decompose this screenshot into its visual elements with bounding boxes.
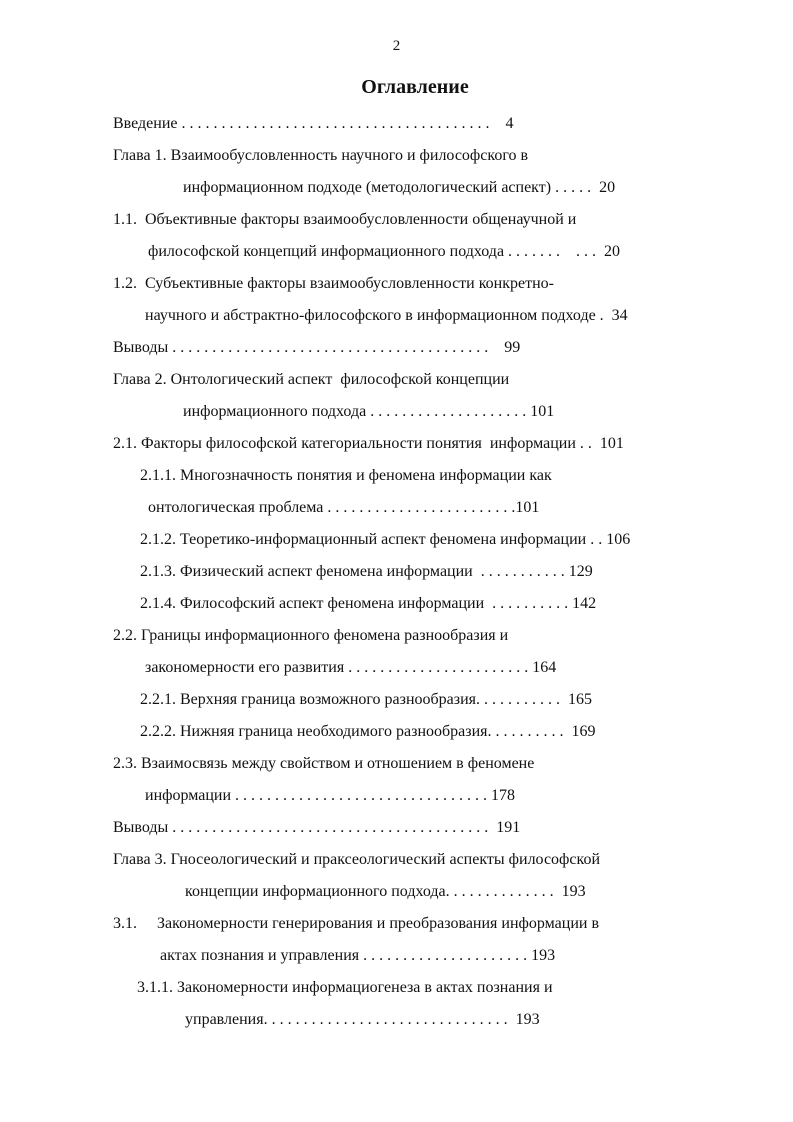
toc-line: 2.1.1. Многозначность понятия и феномена информации как — [140, 467, 552, 484]
toc-line: 2.1.4. Философский аспект феномена информации . . . . . . . . . . 142 — [140, 595, 597, 612]
toc-line: управления. . . . . . . . . . . . . . . . . . . . . . . . . . . . . . . 193 — [185, 1011, 540, 1028]
toc-line: 2.2.1. Верхняя граница возможного разнообразия. . . . . . . . . . . 165 — [140, 691, 593, 708]
toc-line: 3.1. Закономерности генерирования и преобразования информации в — [113, 915, 600, 932]
toc-line: 2.1. Факторы философской категориальности понятия информации . . 101 — [113, 435, 624, 452]
toc-line: информационного подхода . . . . . . . . . . . . . . . . . . . . 101 — [183, 403, 555, 420]
toc-line: Выводы . . . . . . . . . . . . . . . . . . . . . . . . . . . . . . . . . . . . . . . . 99 — [113, 339, 521, 356]
page-title: Оглавление — [361, 76, 469, 98]
toc-line: 1.1. Объективные факторы взаимообусловленности общенаучной и — [113, 211, 577, 228]
toc-line: 3.1.1. Закономерности информациогенеза в актах познания и — [137, 979, 553, 996]
page-number: 2 — [392, 38, 401, 54]
toc-line: 2.2.2. Нижняя граница необходимого разнообразия. . . . . . . . . . 169 — [140, 723, 596, 740]
toc-line: 1.2. Субъективные факторы взаимообусловленности конкретно- — [113, 275, 554, 292]
toc-line: закономерности его развития . . . . . . . . . . . . . . . . . . . . . . . 164 — [145, 659, 557, 676]
toc-line: Глава 3. Гносеологический и праксеологический аспекты философской — [113, 851, 601, 868]
toc-line: информации . . . . . . . . . . . . . . . . . . . . . . . . . . . . . . . . 178 — [145, 787, 516, 804]
toc-line: Выводы . . . . . . . . . . . . . . . . . . . . . . . . . . . . . . . . . . . . . . . . 191 — [113, 819, 521, 836]
toc-line: Глава 1. Взаимообусловленность научного и философского в — [113, 147, 529, 164]
toc-line: научного и абстрактно-философского в информационном подходе . 34 — [145, 307, 628, 324]
toc-line: концепции информационного подхода. . . . . . . . . . . . . . 193 — [185, 883, 586, 900]
toc-line: актах познания и управления . . . . . . . . . . . . . . . . . . . . . 193 — [160, 947, 556, 964]
toc-line: информационном подходе (методологический аспект) . . . . . 20 — [183, 179, 616, 196]
toc-line: 2.1.3. Физический аспект феномена информации . . . . . . . . . . . 129 — [140, 563, 593, 580]
toc-line: Глава 2. Онтологический аспект философской концепции — [113, 371, 510, 388]
toc-line: 2.2. Границы информационного феномена разнообразия и — [113, 627, 509, 644]
toc-line: Введение . . . . . . . . . . . . . . . . . . . . . . . . . . . . . . . . . . . . . . . 4 — [113, 115, 514, 132]
toc-line: 2.3. Взаимосвязь между свойством и отношением в феномене — [113, 755, 535, 772]
toc-line: 2.1.2. Теоретико-информационный аспект феномена информации . . 106 — [140, 531, 631, 548]
toc-line: онтологическая проблема . . . . . . . . . . . . . . . . . . . . . . . .101 — [148, 499, 540, 516]
toc-line: философской концепций информационного подхода . . . . . . . . . . 20 — [148, 243, 621, 260]
